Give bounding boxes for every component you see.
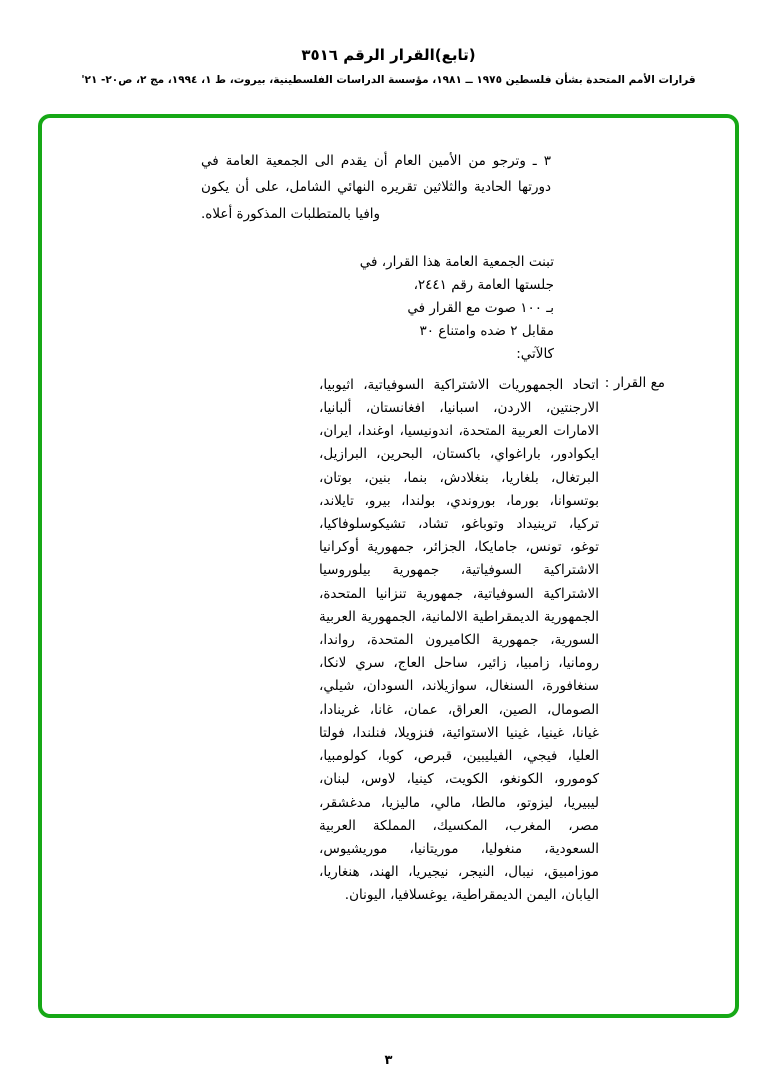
adoption-line-5: كالآتي:	[516, 345, 554, 362]
header-title: (تابع)القرار الرقم ٣٥١٦	[301, 46, 476, 64]
adoption-line-1: تبنت الجمعية العامة هذا القرار، في	[359, 253, 554, 270]
header-source-citation: قرارات الأمم المتحدة بشأن فلسطين ١٩٧٥ ــ ١٩٨١، مؤسسة الدراسات الفلسطينية، بيروت، ط ١، ١٩٩٤، مج ٢، ص٢٠- ٢١'	[81, 74, 696, 86]
adoption-line-4: مقابل ٢ ضده وامتناع ٣٠	[419, 322, 554, 339]
vote-country-list: اتحاد الجمهوريات الاشتراكية السوفياتية، اثيوبيا، الارجنتين، الاردن، اسبانيا، افغانستان، ألبانيا، الامارات العربية المتحدة، اندونيسيا، اوغندا، ايران، ايكوادور، باراغواي، باكستان، البحرين، البرازيل، البرتغال، بلغاريا، بنغلادش، بنما، بنين، بوتان، بوتسوانا، بورما، بوروندي، بولندا، بيرو، تايلاند، تركيا، ترينيداد وتوباغو، تشاد، تشيكوسلوفاكيا، توغو، تونس، جامايكا، الجزائر، جمهورية أوكرانيا الاشتراكية السوفياتية، جمهورية بيلوروسيا الاشتراكية السوفياتية، جمهورية تنزانيا المتحدة، الجمهورية الديمقراطية الالمانية، الجمهورية العربية السورية، جمهورية الكاميرون المتحدة، رواندا، رومانيا، زامبيا، زائير، ساحل العاج، سري لانكا، سنغافورة، السنغال، سوازيلاند، السودان، شيلي، الصومال، الصين، العراق، عمان، غانا، غرينادا، غيانا، غينيا، غينيا الاستوائية، فنزويلا، فنلندا، فولتا العليا، فيجي، الفيليبين، قبرص، كوبا، كولومبيا، كومورو، الكونغو، الكويت، كينيا، لاوس، لبنان، ليبيريا، ليزوتو، مالطا، مالي، ماليزيا، مدغشقر، مصر، المغرب، المكسيك، المملكة العربية السعودية، منغوليا، موريتانيا، موريشيوس، موزامبيق، نيبال، النيجر، نيجيريا، الهند، هنغاريا، اليابان، اليمن الديمقراطية، يوغسلافيا، اليونان.	[319, 376, 599, 904]
adoption-line-2: جلستها العامة رقم ٢٤٤١،	[413, 276, 554, 293]
adoption-note	[349, 251, 554, 366]
page-header	[0, 0, 777, 88]
vote-label-in-favour: مع القرار	[613, 374, 665, 391]
vote-breakdown	[66, 374, 711, 908]
green-border-frame	[38, 114, 739, 1018]
adoption-line-3: بـ ١٠٠ صوت مع القرار في	[407, 299, 554, 316]
vote-colon: :	[604, 374, 610, 391]
paragraph-3: ٣ ـ وترجو من الأمين العام أن يقدم الى الجمعية العامة في دورتها الحادية والثلاثين تقريره النهائي الشامل، على أن يكون وافيا بالمتطلبات المذكورة أعلاه.	[201, 153, 551, 222]
page-number: ٣	[384, 1053, 393, 1068]
document-content	[66, 148, 711, 1000]
